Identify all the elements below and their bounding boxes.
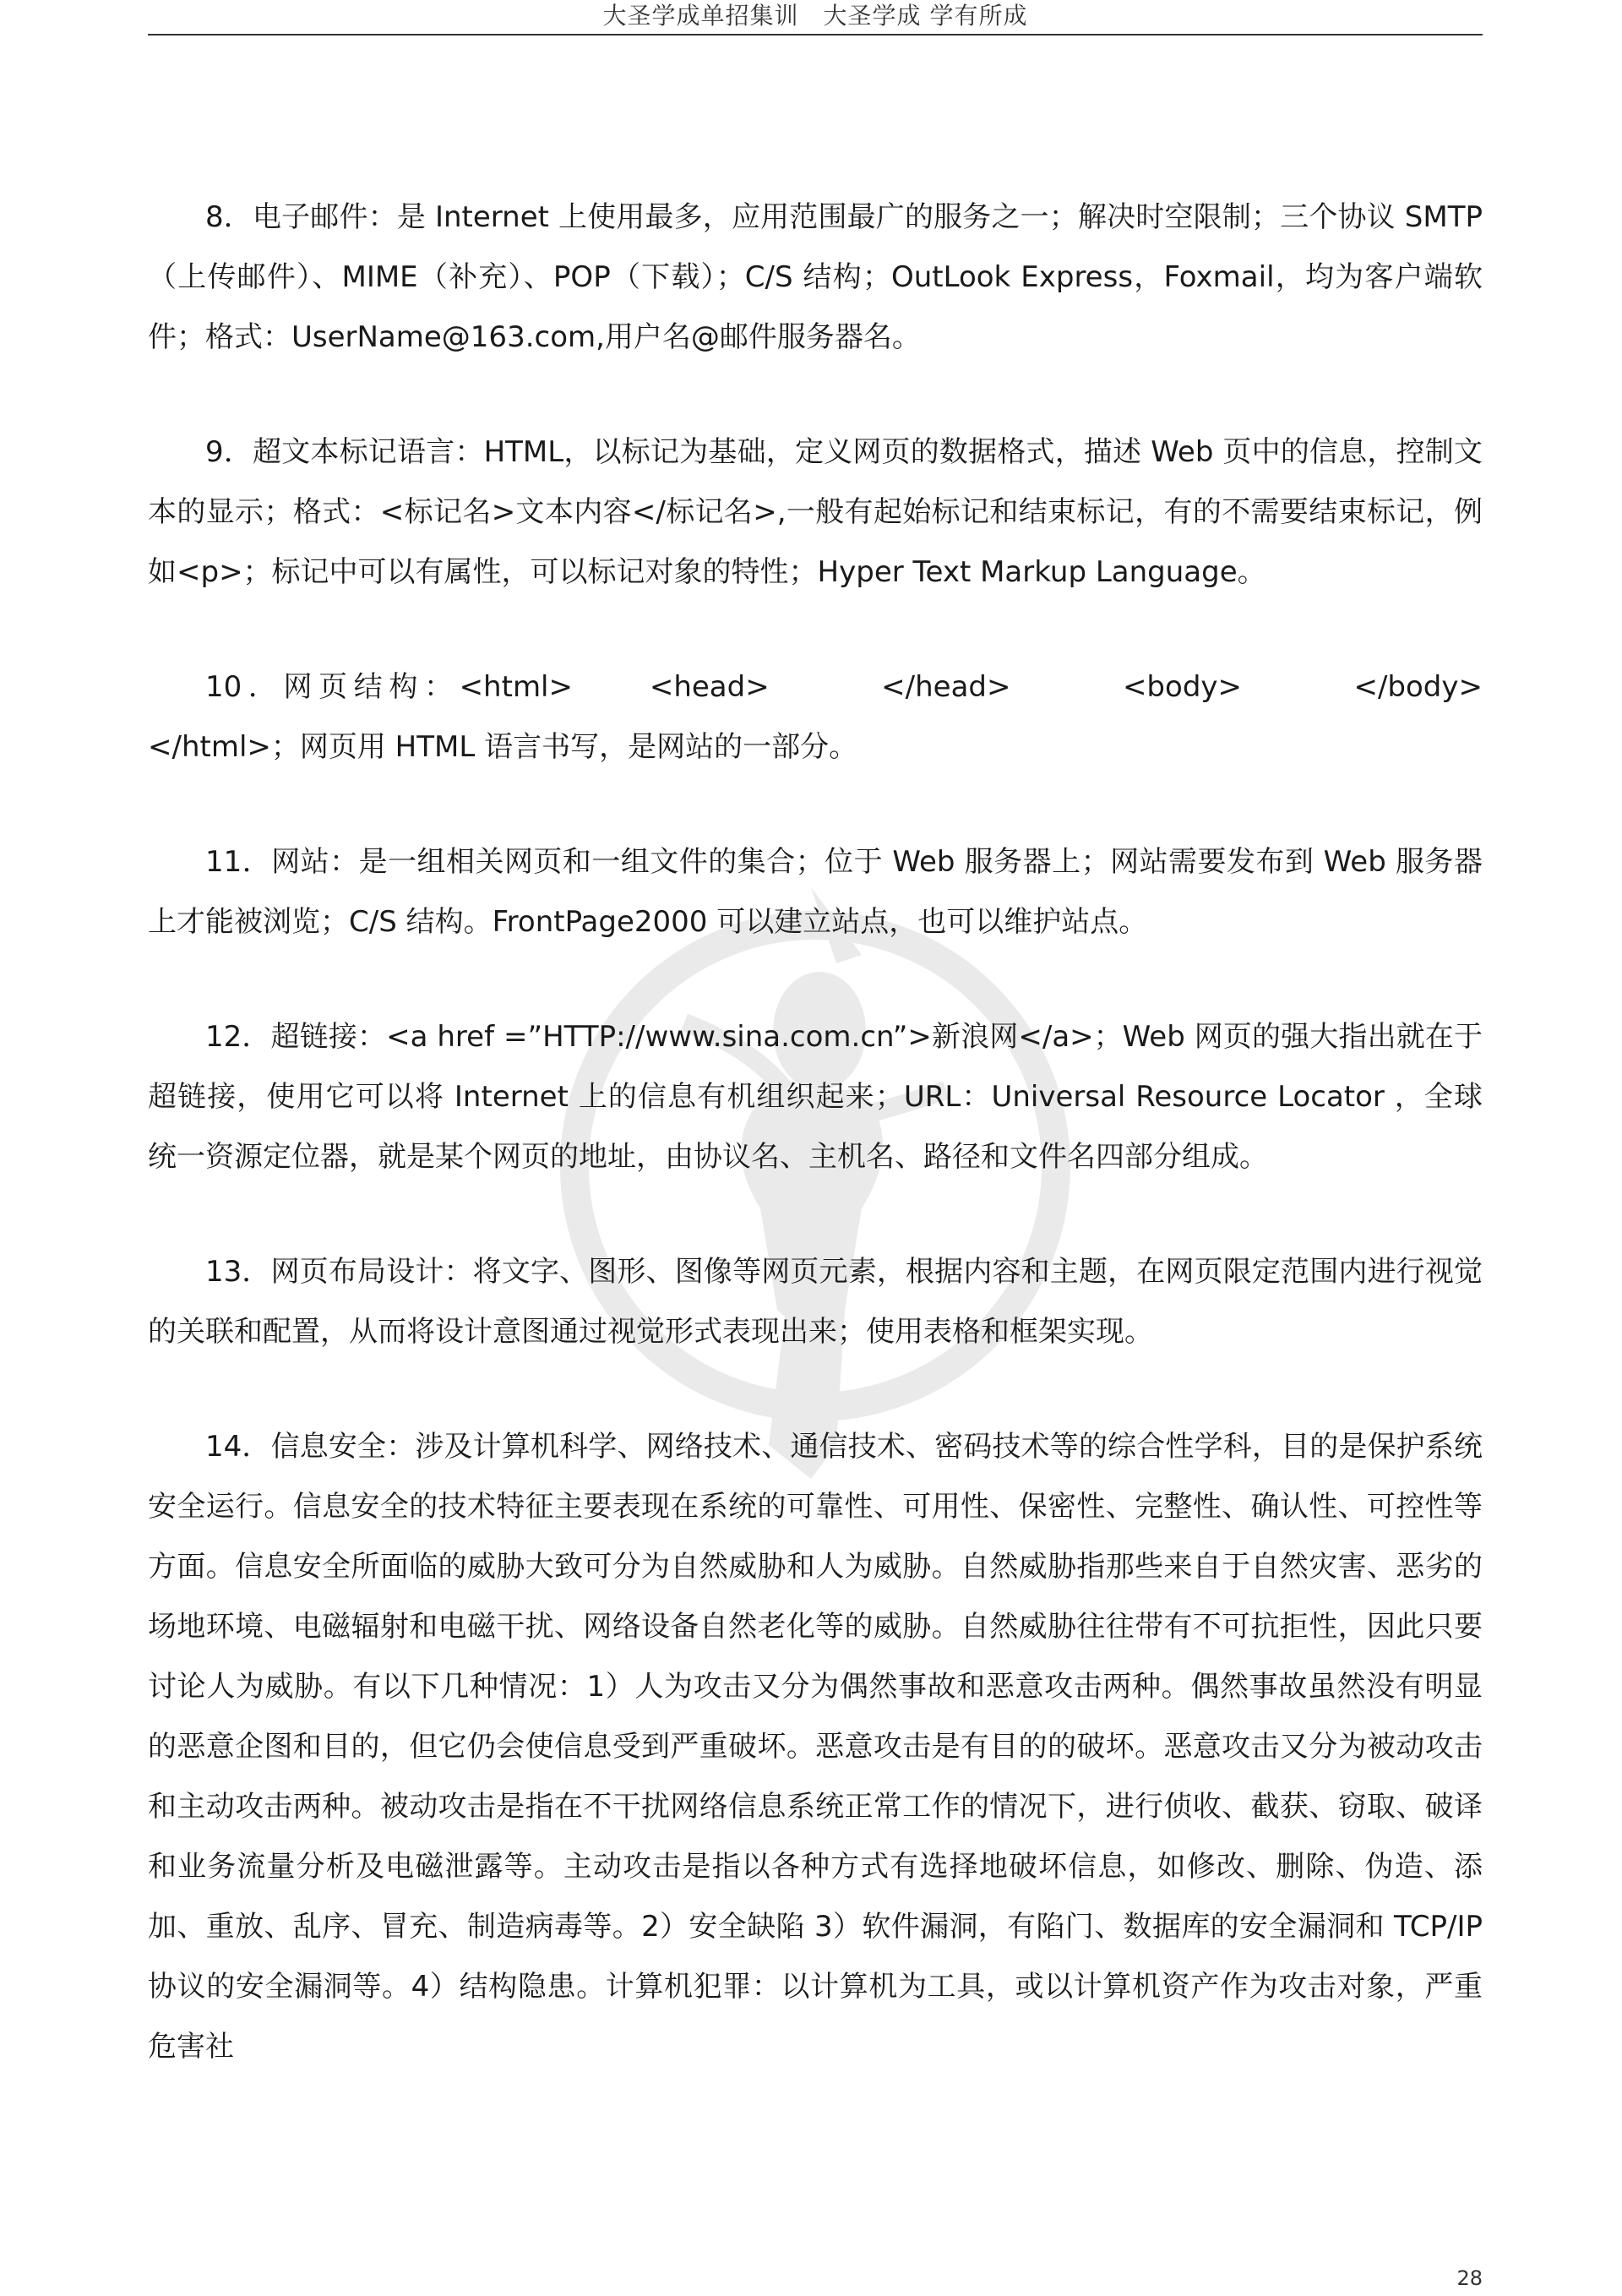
paragraph-14: 14．信息安全：涉及计算机科学、网络技术、通信技术、密码技术等的综合性学科，目的是保护系统安全运行。信息安全的技术特征主要表现在系统的可靠性、可用性、保密性、完整性、确认性、可控性等方面。信息安全所面临的威胁大致可分为自然威胁和人为威胁。自然威胁指那些来自于自然灾害、恶劣的场地环境、电磁辐射和电磁干扰、网络设备自然老化等的威胁。自然威胁往往带有不可抗拒性，因此只要讨论人为威胁。有以下几种情况：1）人为攻击又分为偶然事故和恶意攻击两种。偶然事故虽然没有明显的恶意企图和目的，但它仍会使信息受到严重破坏。恶意攻击是有目的的破坏。恶意攻击又分为被动攻击和主动攻击两种。被动攻击是指在不干扰网络信息系统正常工作的情况下，进行侦收、截获、窃取、破译和业务流量分析及电磁泄露等。主动攻击是指以各种方式有选择地破坏信息，如修改、删除、伪造、添加、重放、乱序、冒充、制造病毒等。2）安全缺陷 3）软件漏洞，有陷门、数据库的安全漏洞和 TCP/IP 协议的安全漏洞等。4）结构隐患。计算机犯罪：以计算机为工具，或以计算机资产作为攻击对象，严重危害社 bbox=[148, 1430, 1483, 2064]
paragraph-11: 11．网站：是一组相关网页和一组文件的集合；位于 Web 服务器上；网站需要发布到 Web 服务器上才能被浏览；C/S 结构。FrontPage2000 可以建立站点，也可以维护站点。 bbox=[148, 845, 1483, 939]
page-header bbox=[148, 0, 1483, 35]
document-body bbox=[148, 188, 1540, 2077]
paragraph-8: 8．电子邮件：是 Internet 上使用最多，应用范围最广的服务之一；解决时空限制；三个协议 SMTP（上传邮件）、MIME（补充）、POP（下载）；C/S 结构；OutLook Express，Foxmail，均为客户端软件；格式：UserName@163.com,用户名@邮件服务器名。 bbox=[148, 200, 1483, 354]
paragraph-10: 10．网页结构：<html> <head> </head> <body> </body> </html>；网页用 HTML 语言书写，是网站的一部分。 bbox=[148, 670, 1540, 764]
paragraph-12: 12．超链接：<a href =”HTTP://www.sina.com.cn”>新浪网</a>；Web 网页的强大指出就在于超链接，使用它可以将 Internet 上的信息有机组织起来；URL：Universal Resource Locator ，全球统一资源定位器，就是某个网页的地址，由协议名、主机名、路径和文件名四部分组成。 bbox=[148, 1020, 1483, 1174]
page-number: 28 bbox=[1456, 2266, 1483, 2290]
paragraph-9: 9．超文本标记语言：HTML，以标记为基础，定义网页的数据格式，描述 Web 页中的信息，控制文本的显示；格式：<标记名>文本内容</标记名>,一般有起始标记和结束标记，有的不需要结束标记，例如<p>；标记中可以有属性，可以标记对象的特性；Hyper Text Markup Language。 bbox=[148, 435, 1483, 589]
paragraph-13: 13．网页布局设计：将文字、图形、图像等网页元素，根据内容和主题，在网页限定范围内进行视觉的关联和配置，从而将设计意图通过视觉形式表现出来；使用表格和框架实现。 bbox=[148, 1255, 1483, 1349]
header-text: 大圣学成单招集训 大圣学成 学有所成 bbox=[602, 2, 1028, 30]
